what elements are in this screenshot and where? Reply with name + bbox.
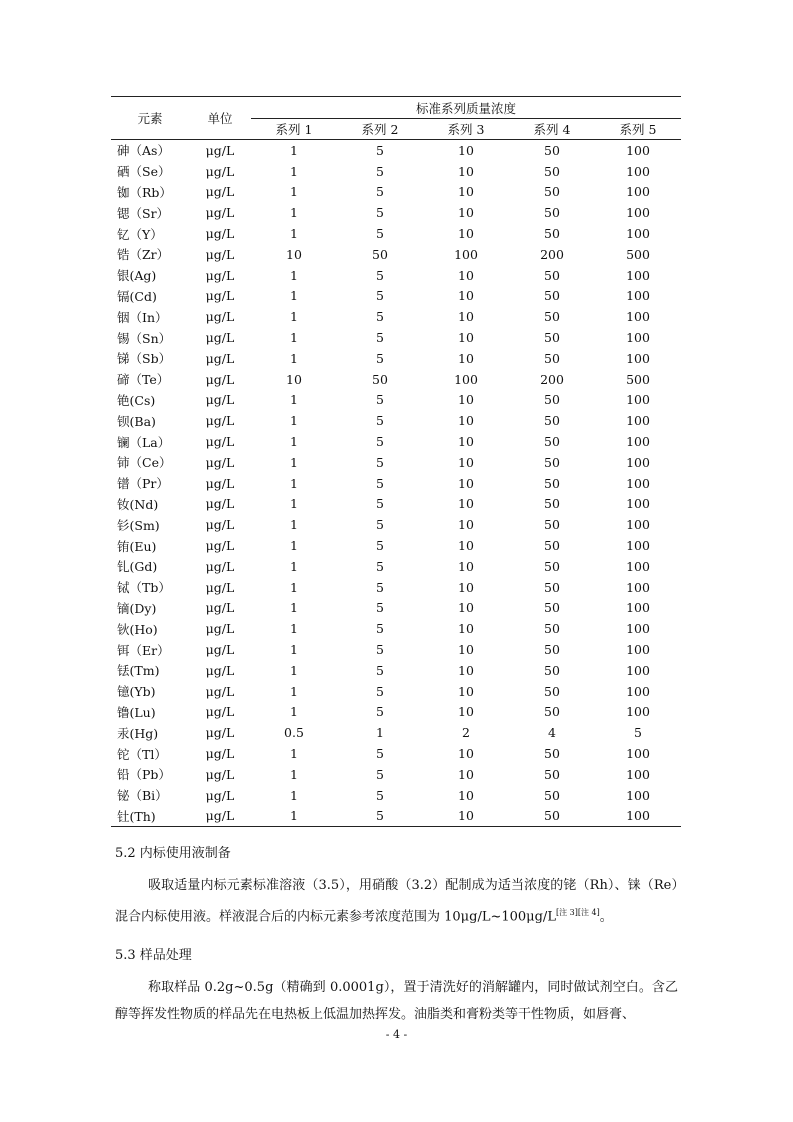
section-5-3-heading: 5.3 样品处理 (115, 948, 192, 963)
cell-series-1: 1 (290, 205, 298, 221)
cell-series-2: 5 (376, 787, 384, 803)
cell-series-1: 1 (290, 350, 298, 366)
cell-series-2: 5 (376, 579, 384, 595)
cell-element: 铅（Pb） (117, 767, 171, 783)
cell-series-5: 100 (626, 267, 650, 283)
cell-series-3: 10 (458, 662, 474, 678)
cell-unit: μg/L (205, 267, 235, 283)
cell-element: 砷（As） (117, 143, 170, 159)
cell-series-4: 50 (544, 475, 560, 491)
table-row (111, 639, 681, 660)
cell-element: 钐(Sm) (117, 517, 160, 533)
table-row (111, 265, 681, 286)
cell-element: 铯(Cs) (117, 392, 156, 408)
cell-element: 镝(Dy) (117, 600, 157, 616)
cell-series-4: 50 (544, 184, 560, 200)
cell-series-2: 5 (376, 558, 384, 574)
cell-series-1: 1 (290, 475, 298, 491)
cell-series-2: 5 (376, 205, 384, 221)
cell-series-1: 1 (290, 392, 298, 408)
table-row (111, 535, 681, 556)
cell-series-3: 10 (458, 434, 474, 450)
cell-unit: μg/L (205, 517, 235, 533)
table-row (111, 452, 681, 473)
table-row (111, 369, 681, 390)
cell-series-4: 50 (544, 267, 560, 283)
table-row (111, 702, 681, 723)
header-series-3: 系列 3 (423, 119, 509, 140)
cell-series-5: 100 (626, 454, 650, 470)
cell-series-1: 1 (290, 142, 298, 158)
cell-series-2: 5 (376, 309, 384, 325)
cell-series-4: 50 (544, 621, 560, 637)
cell-series-2: 5 (376, 683, 384, 699)
cell-series-4: 50 (544, 142, 560, 158)
cell-element: 铥(Tm) (117, 663, 160, 679)
cell-series-1: 1 (290, 683, 298, 699)
cell-unit: μg/L (205, 558, 235, 574)
cell-series-2: 50 (372, 371, 388, 387)
table-row (111, 390, 681, 411)
section-5-2-paragraph (115, 872, 678, 930)
cell-series-2: 5 (376, 330, 384, 346)
table-row (111, 202, 681, 223)
cell-series-3: 10 (458, 392, 474, 408)
cell-series-5: 100 (626, 517, 650, 533)
cell-series-2: 5 (376, 600, 384, 616)
cell-series-1: 1 (290, 496, 298, 512)
cell-series-1: 1 (290, 413, 298, 429)
cell-series-1: 1 (290, 787, 298, 803)
cell-series-3: 10 (458, 475, 474, 491)
cell-unit: μg/L (205, 184, 235, 200)
table-row (111, 660, 681, 681)
cell-series-2: 5 (376, 434, 384, 450)
cell-series-4: 50 (544, 454, 560, 470)
table-row (111, 556, 681, 577)
cell-element: 镱(Yb) (117, 684, 156, 700)
cell-series-4: 50 (544, 704, 560, 720)
cell-series-4: 50 (544, 226, 560, 242)
cell-series-5: 100 (626, 787, 650, 803)
cell-series-1: 1 (290, 454, 298, 470)
cell-series-1: 1 (290, 746, 298, 761)
cell-series-3: 10 (458, 226, 474, 242)
cell-unit: μg/L (205, 725, 235, 741)
cell-series-2: 5 (376, 642, 384, 658)
table-row (111, 182, 681, 203)
cell-unit: μg/L (205, 621, 235, 637)
cell-series-2: 5 (376, 766, 384, 782)
cell-element: 镉(Cd) (117, 288, 157, 304)
cell-series-4: 50 (544, 434, 560, 450)
cell-series-3: 10 (458, 496, 474, 512)
cell-series-5: 500 (626, 371, 650, 387)
cell-series-2: 5 (376, 288, 384, 304)
cell-series-5: 100 (626, 142, 650, 158)
cell-series-5: 100 (626, 434, 650, 450)
table-row (111, 431, 681, 452)
table-row (111, 681, 681, 702)
cell-series-5: 100 (626, 309, 650, 325)
cell-series-5: 5 (634, 725, 642, 741)
cell-series-4: 50 (544, 392, 560, 408)
cell-series-2: 5 (376, 413, 384, 429)
cell-unit: μg/L (205, 434, 235, 450)
cell-element: 钇（Y） (117, 226, 163, 242)
cell-element: 钆(Gd) (117, 559, 158, 575)
cell-unit: μg/L (205, 642, 235, 658)
header-series-1: 系列 1 (251, 119, 337, 140)
cell-series-5: 100 (626, 621, 650, 637)
cell-series-2: 5 (376, 517, 384, 533)
table-body (111, 140, 681, 827)
cell-series-1: 1 (290, 184, 298, 200)
table-row (111, 140, 681, 161)
cell-series-2: 5 (376, 621, 384, 637)
cell-series-3: 10 (458, 558, 474, 574)
cell-series-1: 0.5 (284, 725, 304, 741)
cell-series-4: 50 (544, 683, 560, 699)
cell-unit: μg/L (205, 662, 235, 678)
cell-unit: μg/L (205, 538, 235, 554)
cell-series-4: 50 (544, 350, 560, 366)
cell-series-2: 5 (376, 704, 384, 720)
cell-series-5: 100 (626, 538, 650, 554)
cell-series-1: 1 (290, 517, 298, 533)
cell-unit: μg/L (205, 163, 235, 179)
table-row (111, 223, 681, 244)
cell-series-3: 10 (458, 205, 474, 221)
table-row (111, 244, 681, 265)
cell-series-3: 10 (458, 288, 474, 304)
cell-element: 钬(Ho) (117, 621, 158, 637)
cell-series-4: 4 (548, 725, 556, 741)
cell-series-3: 10 (458, 683, 474, 699)
standard-series-table (111, 96, 681, 827)
cell-element: 铟（In） (117, 309, 168, 325)
cell-unit: μg/L (205, 309, 235, 325)
cell-series-5: 100 (626, 475, 650, 491)
cell-series-1: 1 (251, 806, 337, 827)
cell-element: 铷（Rb） (117, 184, 172, 200)
cell-series-5: 100 (626, 766, 650, 782)
cell-series-3: 10 (423, 806, 509, 827)
cell-series-4: 50 (509, 806, 595, 827)
cell-series-5: 100 (626, 704, 650, 720)
cell-element: 汞(Hg) (117, 725, 159, 741)
cell-element: 铈（Ce） (117, 455, 172, 471)
cell-element: 铋（Bi） (117, 788, 168, 804)
cell-series-4: 50 (544, 413, 560, 429)
cell-element: 镧（La） (117, 434, 171, 450)
cell-series-4: 50 (544, 538, 560, 554)
cell-series-5: 100 (626, 226, 650, 242)
cell-series-5: 100 (626, 558, 650, 574)
cell-unit: μg/L (205, 350, 235, 366)
cell-series-2: 5 (376, 350, 384, 366)
table-row (111, 577, 681, 598)
page-number: - 4 - (385, 1028, 408, 1041)
cell-series-5: 100 (626, 496, 650, 512)
cell-series-2: 5 (376, 746, 384, 761)
cell-series-3: 10 (458, 787, 474, 803)
cell-series-1: 1 (290, 267, 298, 283)
cell-unit: μg/L (205, 413, 235, 429)
table-header (111, 97, 681, 140)
cell-series-1: 1 (290, 600, 298, 616)
cell-series-2: 5 (376, 662, 384, 678)
cell-series-2: 5 (376, 267, 384, 283)
header-series-5: 系列 5 (595, 119, 681, 140)
cell-series-4: 200 (540, 246, 564, 262)
cell-series-5: 100 (626, 205, 650, 221)
cell-element: 镨（Pr） (117, 476, 169, 492)
cell-unit: μg/L (205, 246, 235, 262)
cell-series-3: 10 (458, 142, 474, 158)
cell-series-5: 100 (626, 600, 650, 616)
table-row (111, 306, 681, 327)
cell-series-4: 50 (544, 330, 560, 346)
cell-series-3: 100 (454, 371, 478, 387)
section-5-2-text: 吸取适量内标元素标准溶液（3.5），用硝酸（3.2）配制成为适当浓度的铑（Rh）、铼（Re）混合内标使用液。样液混合后的内标元素参考浓度范围为 10μg/L~100μg/L (115, 878, 678, 925)
cell-series-3: 10 (458, 766, 474, 782)
cell-element: 铒（Er） (117, 642, 170, 658)
cell-element: 铕(Eu) (117, 538, 157, 554)
cell-element: 锑（Sb） (117, 351, 172, 367)
header-series-2: 系列 2 (337, 119, 423, 140)
cell-element: 钕(Nd) (117, 496, 159, 512)
table-row (111, 494, 681, 515)
cell-unit: μg/L (205, 766, 235, 782)
cell-series-2: 5 (376, 475, 384, 491)
cell-unit: μg/L (205, 330, 235, 346)
cell-series-4: 50 (544, 205, 560, 221)
cell-series-3: 10 (458, 350, 474, 366)
cell-series-2: 1 (376, 725, 384, 741)
cell-element: 碲（Te） (117, 372, 170, 388)
cell-element: 锶（Sr） (117, 205, 170, 221)
cell-series-1: 1 (290, 226, 298, 242)
table-row (111, 286, 681, 307)
table-row (111, 785, 681, 806)
cell-unit: μg/L (205, 454, 235, 470)
cell-series-3: 10 (458, 330, 474, 346)
cell-series-4: 50 (544, 496, 560, 512)
header-series-4: 系列 4 (509, 119, 595, 140)
cell-series-2: 5 (376, 142, 384, 158)
cell-series-4: 200 (540, 371, 564, 387)
footnote-reference: [注 3][注 4] (555, 908, 600, 917)
cell-unit: μg/L (205, 288, 235, 304)
table-row (111, 806, 681, 827)
cell-series-1: 1 (290, 309, 298, 325)
cell-unit: μg/L (205, 475, 235, 491)
cell-series-4: 50 (544, 309, 560, 325)
cell-series-4: 50 (544, 662, 560, 678)
cell-unit: μg/L (205, 205, 235, 221)
cell-series-2: 50 (372, 246, 388, 262)
cell-series-5: 500 (626, 246, 650, 262)
table-row (111, 618, 681, 639)
cell-series-5: 100 (626, 642, 650, 658)
cell-series-1: 1 (290, 662, 298, 678)
cell-series-2: 5 (376, 392, 384, 408)
cell-series-2: 5 (376, 226, 384, 242)
cell-series-3: 10 (458, 746, 474, 761)
section-5-3-paragraph: 称取样品 0.2g~0.5g（精确到 0.0001g），置于清洗好的消解罐内，同时做试剂空白。含乙醇等挥发性物质的样品先在电热板上低温加热挥发。油脂类和膏粉类等干性物质，如唇膏、 (115, 980, 678, 1022)
cell-element: 硒（Se） (117, 164, 171, 180)
cell-series-1: 1 (290, 621, 298, 637)
cell-series-3: 10 (458, 267, 474, 283)
cell-element: 铊（Tl） (117, 746, 167, 762)
cell-series-4: 50 (544, 163, 560, 179)
cell-series-5: 100 (626, 330, 650, 346)
cell-element: 钍(Th) (111, 806, 189, 827)
cell-series-2: 5 (376, 538, 384, 554)
cell-series-4: 50 (544, 579, 560, 595)
cell-unit: μg/L (205, 683, 235, 699)
cell-series-4: 50 (544, 558, 560, 574)
cell-unit: μg/L (205, 392, 235, 408)
cell-series-2: 5 (376, 496, 384, 512)
cell-series-1: 1 (290, 704, 298, 720)
header-element: 元素 (111, 97, 189, 140)
cell-unit: μg/L (205, 746, 235, 761)
cell-series-3: 10 (458, 621, 474, 637)
cell-series-1: 10 (286, 371, 302, 387)
cell-series-3: 10 (458, 579, 474, 595)
cell-series-3: 10 (458, 704, 474, 720)
cell-series-5: 100 (626, 350, 650, 366)
cell-series-2: 5 (337, 806, 423, 827)
cell-series-2: 5 (376, 454, 384, 470)
cell-unit: μg/L (189, 806, 251, 827)
cell-series-1: 1 (290, 434, 298, 450)
cell-series-3: 10 (458, 163, 474, 179)
cell-element: 锆（Zr） (117, 247, 170, 263)
cell-element: 银(Ag) (117, 268, 157, 284)
table-row (111, 764, 681, 785)
cell-unit: μg/L (205, 496, 235, 512)
cell-series-3: 10 (458, 642, 474, 658)
cell-element: 镥(Lu) (117, 704, 156, 720)
cell-series-5: 100 (626, 683, 650, 699)
cell-series-3: 100 (454, 246, 478, 262)
cell-series-4: 50 (544, 746, 560, 761)
cell-series-3: 10 (458, 538, 474, 554)
cell-series-4: 50 (544, 600, 560, 616)
cell-series-5: 100 (626, 288, 650, 304)
cell-series-1: 1 (290, 538, 298, 554)
cell-series-1: 1 (290, 766, 298, 782)
cell-series-3: 10 (458, 517, 474, 533)
table-row (111, 743, 681, 764)
section-5-2-heading: 5.2 内标使用液制备 (115, 846, 231, 861)
cell-series-3: 10 (458, 454, 474, 470)
cell-series-3: 10 (458, 184, 474, 200)
cell-series-1: 10 (286, 246, 302, 262)
cell-unit: μg/L (205, 600, 235, 616)
section-5-2-text-end: 。 (599, 909, 613, 925)
table-row (111, 598, 681, 619)
cell-element: 钡(Ba) (117, 413, 156, 429)
header-unit: 单位 (189, 97, 251, 140)
cell-series-3: 2 (462, 725, 470, 741)
cell-unit: μg/L (205, 142, 235, 158)
cell-element: 铽（Tb） (117, 580, 171, 596)
cell-series-2: 5 (376, 184, 384, 200)
cell-series-5: 100 (626, 184, 650, 200)
cell-series-4: 50 (544, 787, 560, 803)
cell-element: 锡（Sn） (117, 330, 172, 346)
cell-series-1: 1 (290, 558, 298, 574)
table-row (111, 327, 681, 348)
header-concentration-group: 标准系列质量浓度 (251, 97, 681, 119)
cell-series-1: 1 (290, 163, 298, 179)
cell-series-1: 1 (290, 330, 298, 346)
cell-series-3: 10 (458, 413, 474, 429)
cell-series-5: 100 (626, 392, 650, 408)
cell-series-5: 100 (626, 413, 650, 429)
table-row (111, 722, 681, 743)
cell-unit: μg/L (205, 226, 235, 242)
cell-series-5: 100 (626, 662, 650, 678)
cell-series-1: 1 (290, 642, 298, 658)
cell-series-1: 1 (290, 579, 298, 595)
table-row (111, 473, 681, 494)
cell-unit: μg/L (205, 704, 235, 720)
cell-series-2: 5 (376, 163, 384, 179)
cell-series-4: 50 (544, 288, 560, 304)
cell-series-5: 100 (626, 579, 650, 595)
table-row (111, 514, 681, 535)
cell-unit: μg/L (205, 579, 235, 595)
cell-series-5: 100 (626, 163, 650, 179)
cell-unit: μg/L (205, 787, 235, 803)
cell-series-5: 100 (595, 806, 681, 827)
table-row (111, 410, 681, 431)
cell-series-4: 50 (544, 766, 560, 782)
table-row (111, 348, 681, 369)
cell-series-4: 50 (544, 642, 560, 658)
cell-unit: μg/L (205, 371, 235, 387)
cell-series-1: 1 (290, 288, 298, 304)
table-row (111, 161, 681, 182)
cell-series-4: 50 (544, 517, 560, 533)
cell-series-5: 100 (626, 746, 650, 761)
cell-series-3: 10 (458, 309, 474, 325)
cell-series-3: 10 (458, 600, 474, 616)
